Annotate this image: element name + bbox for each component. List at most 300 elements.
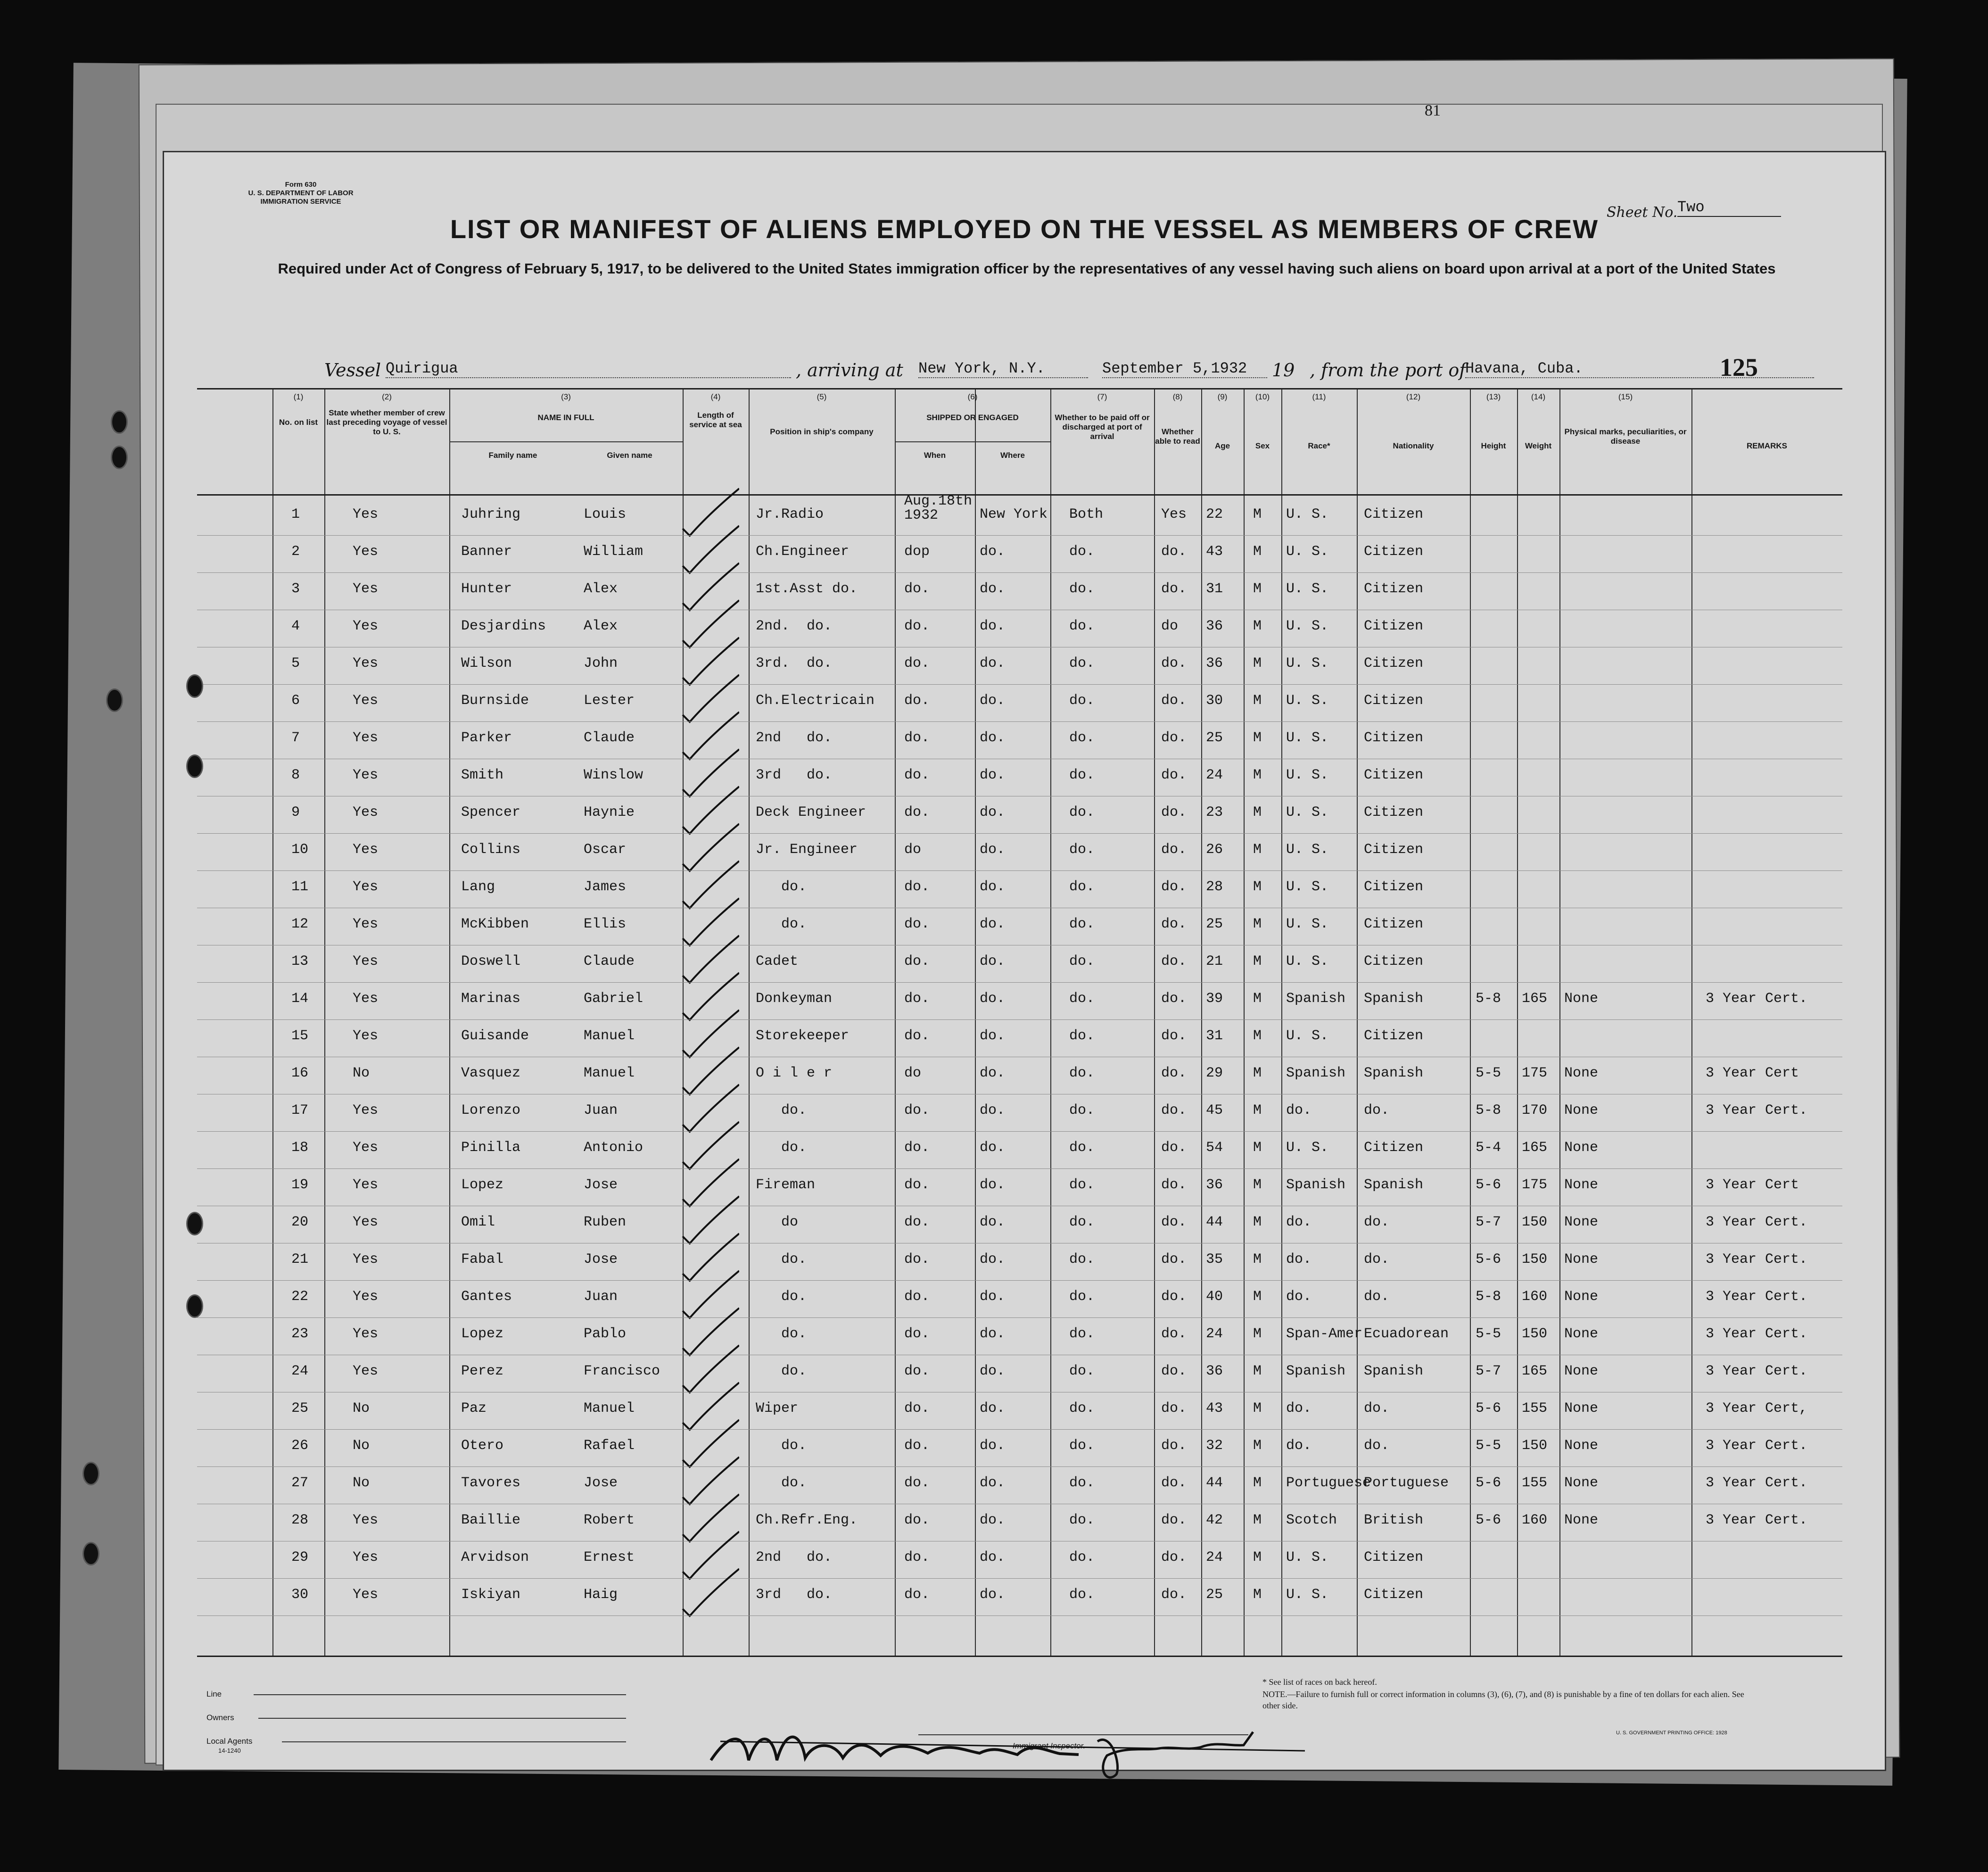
row-shipped-where: do. [980,1289,1006,1305]
row-shipped-where: do. [980,1102,1006,1118]
row-position: Jr. Engineer [756,842,858,858]
row-able-to-read: do. [1161,1587,1187,1603]
row-sex: M [1253,1587,1262,1603]
row-number: 23 [291,1326,309,1342]
row-sex: M [1253,1400,1262,1416]
table-row [197,1243,1842,1280]
header-shipped-engaged: SHIPPED OR ENGAGED [926,413,1019,422]
row-physical-marks: None [1564,1251,1599,1267]
table-row [197,908,1842,945]
row-sex: M [1253,1475,1262,1491]
owners-label: Owners [206,1713,234,1722]
table-row [197,796,1842,833]
row-shipped-where: do. [980,1587,1006,1603]
row-weight: 175 [1522,1177,1548,1193]
row-height: 5-8 [1476,991,1501,1007]
table-row [197,1466,1842,1504]
row-race: U. S. [1286,953,1329,969]
column-number: (9) [1217,392,1228,401]
row-sex: M [1253,1140,1262,1156]
row-previous-voyage: Yes [353,1214,379,1230]
row-nationality: do. [1364,1214,1390,1230]
row-given-name: Louis [584,506,627,522]
row-age: 35 [1206,1251,1223,1267]
binder-hole [186,674,203,698]
row-age: 25 [1206,916,1223,932]
row-previous-voyage: Yes [353,544,379,560]
row-previous-voyage: Yes [353,879,379,895]
row-race: do. [1286,1102,1312,1118]
row-able-to-read: do. [1161,655,1187,671]
row-sex: M [1253,618,1262,634]
row-able-to-read: do. [1161,544,1187,560]
row-able-to-read: do. [1161,879,1187,895]
row-number: 28 [291,1512,309,1528]
row-divider [197,1615,1842,1616]
row-given-name: Francisco [584,1363,660,1379]
row-able-to-read: do. [1161,1438,1187,1454]
row-age: 43 [1206,544,1223,560]
binder-hole [106,688,123,712]
row-height: 5-4 [1476,1140,1501,1156]
row-shipped-where: do. [980,1251,1006,1267]
row-paid-off: do. [1069,767,1095,783]
row-shipped-when: do. [904,767,930,783]
row-age: 22 [1206,506,1223,522]
row-paid-off: do. [1069,804,1095,820]
vessel-name: Quirigua [386,360,791,378]
row-paid-off: do. [1069,916,1095,932]
row-paid-off: do. [1069,1475,1095,1491]
column-number: (13) [1486,392,1501,401]
row-sex: M [1253,767,1262,783]
row-remarks: 3 Year Cert. [1706,1326,1808,1342]
row-position: Cadet [756,953,799,969]
row-shipped-where: do. [980,1214,1006,1230]
row-sex: M [1253,730,1262,746]
row-previous-voyage: Yes [353,804,379,820]
row-number: 7 [291,730,300,746]
sheet-no-value: Two [1677,199,1781,217]
row-shipped-where: do. [980,1028,1006,1044]
table-row [197,610,1842,647]
crew-manifest-table [197,388,1842,1657]
row-paid-off: do. [1069,1289,1095,1305]
row-race: Scotch [1286,1512,1337,1528]
row-paid-off: do. [1069,991,1095,1007]
row-given-name: John [584,655,618,671]
row-previous-voyage: Yes [353,1326,379,1342]
row-given-name: Robert [584,1512,635,1528]
row-position: do. [756,1363,807,1379]
row-nationality: Citizen [1364,1140,1424,1156]
row-previous-voyage: Yes [353,1289,379,1305]
row-position: Wiper [756,1400,799,1416]
row-sex: M [1253,1177,1262,1193]
signature-text [164,152,165,153]
row-nationality: do. [1364,1102,1390,1118]
row-remarks: 3 Year Cert. [1706,1363,1808,1379]
row-nationality: do. [1364,1289,1390,1305]
row-given-name: Juan [584,1289,618,1305]
row-shipped-when: do. [904,1102,930,1118]
binder-hole [82,1462,99,1485]
year-prefix: 19 [1272,360,1295,381]
row-shipped-when: do. [904,1549,930,1566]
row-shipped-when: Aug.18th 1932 [904,493,981,523]
row-nationality: Citizen [1364,544,1424,560]
row-given-name: James [584,879,627,895]
row-height: 5-5 [1476,1326,1501,1342]
binder-hole [186,1212,203,1235]
row-position: do. [756,1102,807,1118]
table-row [197,870,1842,908]
row-physical-marks: None [1564,1177,1599,1193]
row-family-name: Lopez [461,1326,504,1342]
row-paid-off: do. [1069,1251,1095,1267]
row-position: do. [756,1438,807,1454]
column-number: (12) [1406,392,1421,401]
header-weight: Weight [1525,441,1552,450]
row-family-name: Tavores [461,1475,521,1491]
row-number: 18 [291,1140,309,1156]
row-shipped-when: do. [904,1289,930,1305]
row-nationality: Citizen [1364,1549,1424,1566]
row-race: Span-Amer [1286,1326,1363,1342]
row-given-name: Manuel [584,1065,635,1081]
row-family-name: Lorenzo [461,1102,521,1118]
row-position: Jr.Radio [756,506,824,522]
row-family-name: Hunter [461,581,512,597]
row-age: 43 [1206,1400,1223,1416]
table-row [197,1541,1842,1578]
row-paid-off: do. [1069,879,1095,895]
line-field [254,1694,626,1695]
row-height: 5-6 [1476,1512,1501,1528]
row-previous-voyage: Yes [353,1177,379,1193]
row-sex: M [1253,916,1262,932]
row-age: 44 [1206,1475,1223,1491]
row-shipped-where: do. [980,1065,1006,1081]
row-number: 12 [291,916,309,932]
row-position: 3rd do. [756,767,833,783]
row-paid-off: do. [1069,1177,1095,1193]
row-previous-voyage: Yes [353,581,379,597]
row-number: 3 [291,581,300,597]
row-paid-off: do. [1069,618,1095,634]
row-number: 2 [291,544,300,560]
row-shipped-where: do. [980,693,1006,709]
header-name-in-full: NAME IN FULL [537,413,594,422]
row-nationality: Citizen [1364,842,1424,858]
binder-hole [111,410,128,434]
check-mark [673,1564,739,1621]
row-family-name: Gantes [461,1289,512,1305]
header-position: Position in ship's company [770,427,874,436]
row-given-name: Rafael [584,1438,635,1454]
row-race: U. S. [1286,1140,1329,1156]
row-age: 28 [1206,879,1223,895]
row-family-name: Otero [461,1438,504,1454]
row-shipped-where: do. [980,730,1006,746]
row-shipped-when: do. [904,730,930,746]
row-able-to-read: do. [1161,1140,1187,1156]
row-given-name: Jose [584,1251,618,1267]
row-race: U. S. [1286,1587,1329,1603]
row-shipped-where: do. [980,1549,1006,1566]
row-previous-voyage: Yes [353,1028,379,1044]
row-given-name: Haynie [584,804,635,820]
row-number: 9 [291,804,300,820]
row-family-name: Fabal [461,1251,504,1267]
row-remarks: 3 Year Cert [1706,1065,1799,1081]
row-shipped-when: do. [904,1140,930,1156]
row-height: 5-8 [1476,1102,1501,1118]
row-paid-off: do. [1069,1549,1095,1566]
row-nationality: do. [1364,1251,1390,1267]
row-remarks: 3 Year Cert, [1706,1400,1808,1416]
row-previous-voyage: No [353,1438,370,1454]
row-number: 11 [291,879,309,895]
row-height: 5-7 [1476,1363,1501,1379]
row-number: 22 [291,1289,309,1305]
row-shipped-when: do. [904,1438,930,1454]
row-position: 2nd do. [756,730,833,746]
row-nationality: Spanish [1364,1177,1424,1193]
row-shipped-where: do. [980,1512,1006,1528]
table-row [197,759,1842,796]
row-race: U. S. [1286,730,1329,746]
row-nationality: Citizen [1364,581,1424,597]
row-height: 5-7 [1476,1214,1501,1230]
table-row [197,1355,1842,1392]
table-row [197,1057,1842,1094]
row-shipped-when: do. [904,1326,930,1342]
row-nationality: Citizen [1364,618,1424,634]
row-number: 1 [291,506,300,522]
row-sex: M [1253,581,1262,597]
row-physical-marks: None [1564,991,1599,1007]
row-previous-voyage: Yes [353,655,379,671]
row-nationality: Citizen [1364,916,1424,932]
row-nationality: Spanish [1364,1065,1424,1081]
row-shipped-when: do. [904,1400,930,1416]
row-race: U. S. [1286,804,1329,820]
row-previous-voyage: Yes [353,618,379,634]
row-family-name: Wilson [461,655,512,671]
row-race: do. [1286,1400,1312,1416]
row-race: U. S. [1286,767,1329,783]
row-weight: 170 [1522,1102,1548,1118]
row-race: Spanish [1286,991,1346,1007]
header-remarks: REMARKS [1747,441,1787,450]
row-able-to-read: do. [1161,581,1187,597]
header-paid-off: Whether to be paid off or discharged at port of arrival [1055,413,1150,441]
row-weight: 165 [1522,1140,1548,1156]
row-remarks: 3 Year Cert [1706,1177,1799,1193]
row-shipped-when: do. [904,693,930,709]
table-row [197,1578,1842,1615]
row-family-name: Juhring [461,506,521,522]
row-age: 36 [1206,655,1223,671]
row-paid-off: do. [1069,1512,1095,1528]
row-position: do. [756,1326,807,1342]
row-given-name: Ruben [584,1214,627,1230]
row-race: U. S. [1286,879,1329,895]
local-agents-code: 14-1240 [218,1747,241,1754]
row-family-name: Banner [461,544,512,560]
header-physical-marks: Physical marks, peculiarities, or disease [1564,427,1687,446]
row-number: 14 [291,991,309,1007]
row-paid-off: do. [1069,1214,1095,1230]
row-race: U. S. [1286,655,1329,671]
header-given-name: Given name [607,451,652,460]
row-able-to-read: do. [1161,1102,1187,1118]
row-number: 19 [291,1177,309,1193]
row-able-to-read: do [1161,618,1179,634]
row-age: 26 [1206,842,1223,858]
row-given-name: Pablo [584,1326,627,1342]
header-subdivider [895,441,1050,442]
table-row [197,1168,1842,1206]
header-shipped-where: Where [1000,451,1025,460]
row-nationality: Citizen [1364,953,1424,969]
header-previous-voyage: State whether member of crew last preceding voyage of vessel to U. S. [326,408,447,436]
table-row [197,535,1842,572]
row-sex: M [1253,1065,1262,1081]
row-physical-marks: None [1564,1140,1599,1156]
row-shipped-when: do. [904,991,930,1007]
row-family-name: Lopez [461,1177,504,1193]
row-shipped-when: dop [904,544,930,560]
row-number: 21 [291,1251,309,1267]
row-previous-voyage: Yes [353,1363,379,1379]
row-sex: M [1253,953,1262,969]
row-number: 25 [291,1400,309,1416]
row-weight: 160 [1522,1289,1548,1305]
row-shipped-where: do. [980,1438,1006,1454]
arriving-label: , arriving at [796,360,903,381]
row-number: 24 [291,1363,309,1379]
row-nationality: Citizen [1364,1028,1424,1044]
row-paid-off: do. [1069,842,1095,858]
row-remarks: 3 Year Cert. [1706,1512,1808,1528]
row-age: 39 [1206,991,1223,1007]
row-shipped-when: do. [904,1028,930,1044]
row-shipped-when: do [904,842,922,858]
row-nationality: Citizen [1364,730,1424,746]
row-given-name: Antonio [584,1140,643,1156]
row-family-name: McKibben [461,916,529,932]
row-able-to-read: do. [1161,1475,1187,1491]
row-sex: M [1253,655,1262,671]
row-shipped-where: do. [980,1475,1006,1491]
row-given-name: Jose [584,1177,618,1193]
row-given-name: William [584,544,643,560]
header-length-of-service: Length of service at sea [689,411,742,429]
row-paid-off: do. [1069,544,1095,560]
row-remarks: 3 Year Cert. [1706,1289,1808,1305]
row-previous-voyage: Yes [353,842,379,858]
row-position: Donkeyman [756,991,833,1007]
row-paid-off: do. [1069,1363,1095,1379]
row-number: 13 [291,953,309,969]
row-number: 26 [291,1438,309,1454]
row-weight: 175 [1522,1065,1548,1081]
column-number: (1) [293,392,304,401]
row-able-to-read: do. [1161,804,1187,820]
row-previous-voyage: Yes [353,991,379,1007]
column-number: (3) [561,392,571,401]
row-weight: 165 [1522,1363,1548,1379]
row-sex: M [1253,1028,1262,1044]
row-shipped-where: do. [980,879,1006,895]
row-paid-off: do. [1069,730,1095,746]
row-previous-voyage: Yes [353,1549,379,1566]
column-number: (10) [1255,392,1270,401]
row-race: U. S. [1286,544,1329,560]
row-shipped-when: do. [904,655,930,671]
vessel-label: Vessel [324,360,381,381]
row-family-name: Marinas [461,991,521,1007]
row-paid-off: do. [1069,693,1095,709]
row-position: 3rd do. [756,1587,833,1603]
row-paid-off: do. [1069,1438,1095,1454]
column-number: (11) [1312,392,1326,401]
row-previous-voyage: No [353,1065,370,1081]
row-height: 5-5 [1476,1438,1501,1454]
arrival-date: September 5,1932 [1102,360,1267,378]
row-able-to-read: do. [1161,730,1187,746]
row-able-to-read: do. [1161,1326,1187,1342]
row-able-to-read: do. [1161,1028,1187,1044]
row-race: do. [1286,1289,1312,1305]
row-nationality: Citizen [1364,1587,1424,1603]
row-race: U. S. [1286,693,1329,709]
row-race: U. S. [1286,1549,1329,1566]
page-subtitle: Required under Act of Congress of February 5, 1917, to be delivered to the United States immigration officer by the representatives of any vessel having such aliens on board upon arrival at a port of the United States [278,260,1776,277]
row-family-name: Smith [461,767,504,783]
table-row [197,1317,1842,1355]
row-paid-off: do. [1069,655,1095,671]
row-family-name: Collins [461,842,521,858]
row-previous-voyage: Yes [353,916,379,932]
row-previous-voyage: Yes [353,767,379,783]
row-weight: 150 [1522,1251,1548,1267]
row-race: Portuguese [1286,1475,1371,1491]
printer-imprint: U. S. GOVERNMENT PRINTING OFFICE: 1928 [1616,1730,1727,1736]
table-row [197,1206,1842,1243]
row-number: 17 [291,1102,309,1118]
row-paid-off: do. [1069,1065,1095,1081]
row-nationality: Spanish [1364,1363,1424,1379]
row-physical-marks: None [1564,1065,1599,1081]
service-name: IMMIGRATION SERVICE [260,198,341,206]
fine-note: NOTE.—Failure to furnish full or correct information in columns (3), (6), (7), and (8) is punishable by a fine of ten dollars for each alien. See other side. [1262,1690,1744,1710]
row-shipped-where: do. [980,767,1006,783]
row-sex: M [1253,991,1262,1007]
row-number: 20 [291,1214,309,1230]
row-race: U. S. [1286,842,1329,858]
row-nationality: Citizen [1364,693,1424,709]
row-given-name: Manuel [584,1400,635,1416]
binder-hole [186,1294,203,1318]
row-shipped-where: do. [980,1177,1006,1193]
row-family-name: Parker [461,730,512,746]
row-given-name: Juan [584,1102,618,1118]
row-nationality: Citizen [1364,804,1424,820]
row-paid-off: do. [1069,1028,1095,1044]
